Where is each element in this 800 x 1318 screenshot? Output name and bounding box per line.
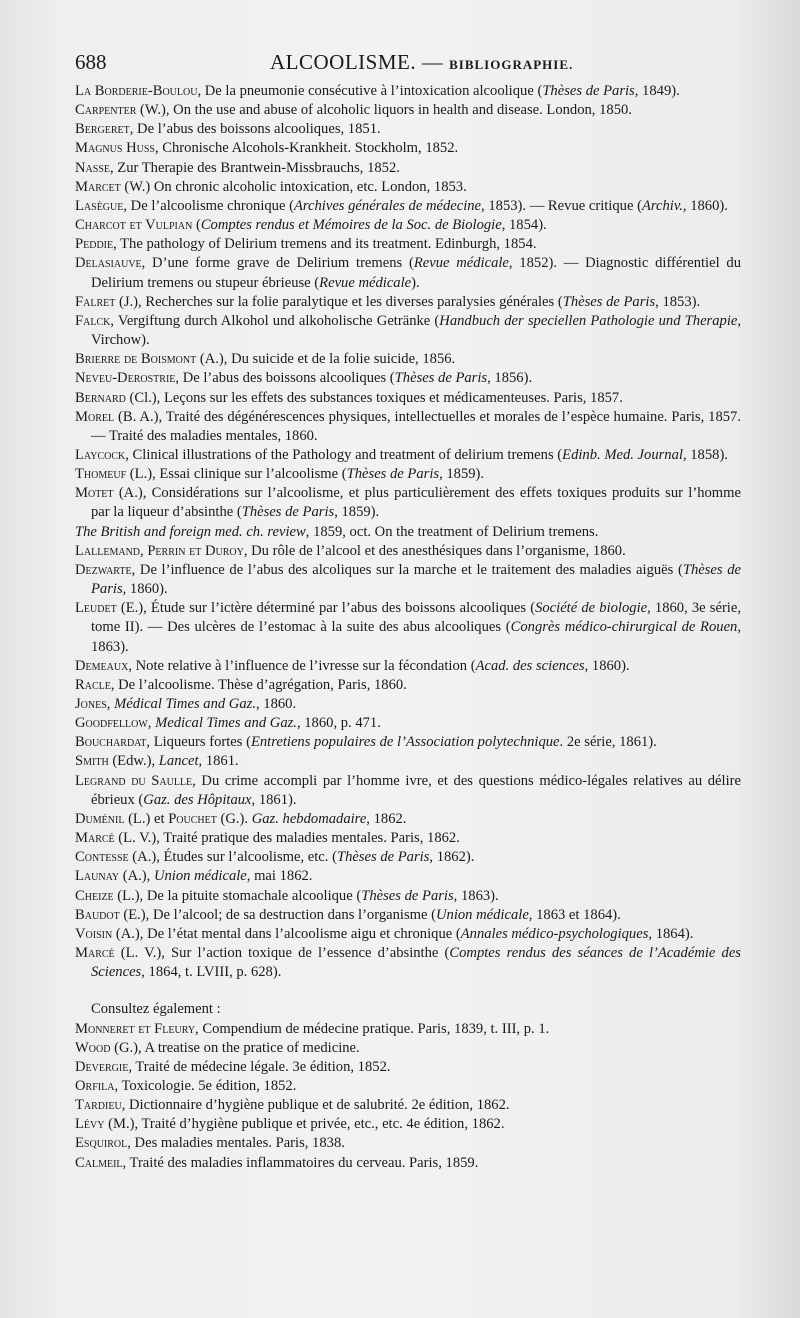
entry-author: Calmeil	[75, 1154, 123, 1171]
entry-text: ).	[411, 274, 420, 291]
entry-source: Entretiens populaires de l’Association polytechnique	[250, 734, 560, 751]
entry-author: Jones	[75, 696, 107, 712]
bibliography-entry	[75, 139, 741, 158]
entry-text: , 1856).	[487, 370, 533, 387]
entry-text: , 1859, oct. On the treatment of Delirium tremens.	[305, 523, 599, 540]
consult-entry	[75, 1058, 741, 1077]
bibliography-entry	[75, 733, 741, 752]
running-title-main: ALCOOLISME. —	[270, 50, 450, 74]
entry-author: Neveu-Derostrie	[75, 370, 176, 387]
entry-source: Lancet	[158, 753, 199, 770]
entry-text: , D’une forme grave de Delirium tremens (	[141, 255, 414, 272]
entry-text: , Clinical illustrations of the Pathology and treatment of delirium tremens (	[125, 446, 563, 463]
entry-source: Medical Times and Gaz.	[155, 715, 297, 732]
entry-source: Edinb. Med. Journal	[562, 446, 683, 463]
entry-text: , 1864, t. LVIII, p. 628).	[141, 964, 282, 981]
entry-author: Nasse	[75, 159, 110, 176]
entry-text: (J.), Recherches sur la folie paralytique et les diverses paralysies générales (	[115, 293, 563, 310]
page-header	[75, 50, 745, 82]
entry-text: (W.), On the use and abuse of alcoholic liquors in health and disease. London, 1850.	[136, 102, 632, 119]
bibliography-entry	[75, 523, 741, 542]
bibliography-entry	[75, 350, 741, 369]
running-title	[270, 50, 573, 75]
entry-source: Comptes rendus et Mémoires de la Soc. de Biologie	[200, 217, 502, 234]
entry-author: Cheize	[75, 887, 114, 904]
entry-source: Thèses de Paris	[562, 293, 656, 310]
entry-text: , Traité de médecine légale. 3e édition, 1852.	[128, 1058, 391, 1075]
entry-author: Peddie	[75, 236, 114, 253]
entry-text: (G.), A treatise on the pratice of medicine.	[110, 1039, 360, 1056]
entry-text: ,	[147, 715, 156, 732]
entry-author: Devergie	[75, 1058, 129, 1075]
entry-source: Thèses de Paris	[336, 849, 430, 866]
bibliography-entry	[75, 657, 741, 676]
consult-entry	[75, 1154, 741, 1173]
entry-text: , Note relative à l’influence de l’ivresse sur la fécondation (	[128, 657, 476, 674]
entry-text: (W.) On chronic alcoholic intoxication, etc. London, 1853.	[120, 178, 467, 195]
entry-source: Annales médico-psychologiques	[460, 925, 649, 942]
entry-text: , Zur Therapie des Brantwein-Missbrauchs, 1852.	[110, 159, 400, 176]
entry-text: (B. A.), Traité des dégénérescences physiques, intellectuelles et morales de l’espèce humaine. Paris, 1857. — Traité des maladies mentales, 1860.	[91, 408, 741, 444]
entry-source: The British and foreign med. ch. review	[75, 523, 306, 540]
entry-text: , De l’alcoolisme. Thèse d’agrégation, Paris, 1860.	[110, 676, 407, 693]
entry-author: Wood	[75, 1039, 111, 1056]
entry-source: Thèses de Paris	[241, 504, 335, 521]
bibliography-entry	[75, 867, 741, 886]
running-title-sub: BIBLIOGRAPHIE.	[449, 57, 574, 72]
entry-text: (	[192, 217, 201, 234]
entry-text: , 1858).	[682, 446, 728, 463]
entry-text: , Compendium de médecine pratique. Paris, 1839, t. III, p. 1.	[195, 1020, 550, 1037]
entry-author: Voisin	[75, 925, 113, 942]
consult-entry	[75, 1039, 741, 1058]
entry-author: Leudet	[75, 600, 117, 617]
consult-entry	[75, 1020, 741, 1039]
bibliography-entry	[75, 389, 741, 408]
entry-author: Lallemand, Perrin et Duroy	[75, 542, 244, 559]
bibliography-entry	[75, 293, 741, 312]
entry-text: (L. V.), Traité pratique des maladies mentales. Paris, 1862.	[114, 830, 460, 847]
entry-text: , 1864).	[648, 925, 694, 942]
entry-text: , Des maladies mentales. Paris, 1838.	[127, 1135, 345, 1152]
bibliography-entry	[75, 561, 741, 599]
entry-text: . 2e série, 1861).	[559, 734, 657, 751]
entry-author: Legrand du Saulle	[75, 772, 193, 789]
entry-text: (A.), Du suicide et de la folie suicide, 1856.	[196, 351, 456, 368]
entry-text: , De l’abus des boissons alcooliques, 1851.	[129, 121, 381, 138]
entry-author: Marcé	[75, 830, 115, 847]
entry-author: Motet	[75, 485, 114, 502]
entry-text: , Du rôle de l’alcool et des anesthésiques dans l’organisme, 1860.	[243, 542, 626, 559]
entry-source: Thèses de Paris	[91, 561, 741, 598]
entry-text: , Virchow).	[91, 312, 742, 349]
entry-text: , De l’influence de l’abus des alcoliques sur la marche et le traitement des maladies aiguës (	[131, 561, 683, 578]
bibliography-entry	[75, 159, 741, 178]
bibliography-entry	[75, 254, 741, 292]
entry-author: Baudot	[75, 906, 120, 923]
entry-text: (Edw.),	[108, 753, 159, 770]
entry-text: , mai 1862.	[246, 868, 313, 885]
entry-author: Falret	[75, 293, 116, 310]
entry-text: , 1854).	[501, 217, 547, 234]
bibliography-entry	[75, 676, 741, 695]
bibliography-entry	[75, 944, 741, 982]
bibliography-entry	[75, 752, 741, 771]
bibliography-entry	[75, 197, 741, 216]
bibliography-text	[75, 82, 741, 1173]
entry-source: Thèses de Paris	[542, 83, 635, 99]
bibliography-entry	[75, 599, 741, 656]
entry-source: Gaz. des Hôpitaux	[143, 791, 252, 808]
entry-author: Falck	[75, 312, 111, 329]
bibliography-entry	[75, 810, 741, 829]
entry-author: Marcet	[75, 178, 121, 195]
entry-author: Morel	[75, 408, 115, 425]
entry-text: (A.),	[119, 868, 154, 885]
bibliography-entry	[75, 906, 741, 925]
entry-author: La Borderie-Boulou	[75, 83, 198, 99]
bibliography-entry	[75, 446, 741, 465]
entry-text: (A.), De l’état mental dans l’alcoolisme aigu et chronique (	[112, 925, 461, 942]
entry-author: Contesse	[75, 849, 129, 866]
consult-entry	[75, 1134, 741, 1153]
entry-text: , 1861).	[251, 791, 297, 808]
entry-source: Thèses de Paris	[394, 370, 488, 387]
entry-source: Archives générales de médecine	[293, 197, 482, 214]
entry-author: Magnus Huss	[75, 140, 155, 157]
entry-text: , De l’abus des boissons alcooliques (	[175, 370, 395, 387]
bibliography-entry	[75, 542, 741, 561]
bibliography-entry	[75, 235, 741, 254]
entry-text: (E.), Étude sur l’ictère déterminé par l’abus des boissons alcooliques (	[116, 600, 536, 617]
entry-source: Union médicale	[153, 868, 247, 885]
entry-text: ,	[106, 696, 115, 712]
entry-author: Delasiauve	[75, 255, 142, 272]
entry-text: , 1860).	[122, 581, 168, 598]
entry-source: Société de biologie	[535, 600, 648, 617]
entry-text: (Cl.), Leçons sur les effets des substances toxiques et médicamenteuses. Paris, 1857.	[125, 389, 623, 406]
entry-author: Carpenter	[75, 102, 137, 119]
entry-text: , Toxicologie. 5e édition, 1852.	[114, 1077, 297, 1094]
entry-source: Thèses de Paris	[361, 887, 454, 904]
entry-text: , Liqueurs fortes (	[146, 734, 251, 751]
entry-text: , 1859).	[334, 504, 380, 521]
entry-author: Brierre de Boismont	[75, 351, 197, 368]
entry-author: Laycock	[75, 446, 126, 463]
bibliography-entry	[75, 484, 741, 522]
entry-author: Orfila	[75, 1077, 115, 1094]
entry-author: Pouchet	[168, 810, 217, 827]
entry-text: , 1862).	[429, 849, 475, 866]
bibliography-entry	[75, 465, 741, 484]
entry-text: , 1863).	[453, 887, 499, 904]
entry-author: Esquirol	[75, 1135, 128, 1152]
entry-source: Thèses de Paris	[346, 466, 440, 483]
entry-author: Demeaux	[75, 657, 129, 674]
entry-author: Goodfellow	[75, 715, 148, 732]
bibliography-entry	[75, 120, 741, 139]
bibliography-entry	[75, 848, 741, 867]
entry-source: Acad. des sciences	[475, 657, 585, 674]
entry-text: , 1859).	[439, 466, 485, 483]
entry-author: Charcot et Vulpian	[75, 217, 193, 234]
entry-text: , Du crime accompli par l’homme ivre, et des questions médico-légales relatives au délire ébrieux (	[91, 772, 741, 808]
entry-author: Bernard	[75, 389, 126, 406]
entry-text: , 1860).	[584, 657, 630, 674]
entry-author: Bergeret	[75, 121, 130, 138]
bibliography-entry	[75, 101, 741, 120]
entry-source: Archiv.	[641, 197, 683, 214]
entry-text: , Vergiftung durch Alkohol und alkoholische Getränke (	[110, 312, 440, 329]
entry-author: Lasègue	[75, 197, 124, 214]
entry-text: (L.) et	[124, 810, 169, 827]
entry-author: Smith	[75, 753, 109, 770]
consult-entry	[75, 1115, 741, 1134]
entry-text: , 1860, p. 471.	[296, 715, 381, 732]
entry-text: , De l’alcoolisme chronique (	[123, 197, 294, 214]
bibliography-entry	[75, 829, 741, 848]
bibliography-entry	[75, 216, 741, 235]
entry-source: Handbuch der speciellen Pathologie und Therapie	[439, 312, 738, 329]
entry-text: , 1860).	[682, 197, 728, 214]
consult-entry	[75, 1096, 741, 1115]
entry-author: Dezwarte	[75, 561, 132, 578]
entry-text: , 1863 et 1864).	[528, 906, 621, 923]
entry-text: , 1863).	[91, 619, 741, 655]
entry-text: , Dictionnaire d’hygiène publique et de salubrité. 2e édition, 1862.	[121, 1097, 510, 1114]
entry-source: Union médicale	[435, 906, 529, 923]
bibliography-entry	[75, 925, 741, 944]
entry-author: Tardieu	[75, 1097, 122, 1114]
entry-text: (L. V.), Sur l’action toxique de l’essence d’absinthe (	[114, 945, 450, 962]
entry-text: , Traité des maladies inflammatoires du cerveau. Paris, 1859.	[122, 1154, 479, 1171]
entry-text: , Chronische Alcohols-Krankheit. Stockholm, 1852.	[154, 140, 459, 157]
entry-source: Gaz. hebdomadaire	[251, 810, 367, 827]
entry-text: , De la pneumonie consécutive à l’intoxication alcoolique (	[197, 83, 543, 99]
bibliography-entry	[75, 369, 741, 388]
entry-source: Revue médicale	[319, 274, 412, 291]
entry-text: , 1860, 3e série, tome II). — Des ulcères de l’estomac à la suite des abus alcooliques (	[91, 600, 741, 636]
entry-author: Racle	[75, 676, 111, 693]
consult-heading: Consultez également :	[91, 1001, 221, 1018]
bibliography-entry	[75, 695, 741, 714]
bibliography-entry	[75, 312, 741, 350]
entry-text: , 1853).	[655, 293, 701, 310]
entry-author: Monneret et Fleury	[75, 1020, 196, 1037]
bibliography-entry	[75, 772, 741, 810]
entry-text: , 1861.	[198, 753, 239, 770]
entry-author: Thomeuf	[75, 466, 127, 483]
entry-text: , 1853). — Revue critique (	[481, 197, 642, 214]
bibliography-entry	[75, 178, 741, 197]
consult-entry	[75, 1077, 741, 1096]
entry-text: , 1852). — Diagnostic différentiel du Delirium tremens ou stupeur ébrieuse (	[91, 255, 741, 291]
entry-text: , 1860.	[255, 696, 297, 712]
entry-author: Launay	[75, 868, 120, 885]
entry-text: (L.), De la pituite stomachale alcoolique (	[113, 887, 362, 904]
bibliography-entry	[75, 408, 741, 446]
entry-source: Médical Times and Gaz.	[114, 696, 256, 712]
bibliography-entry	[75, 887, 741, 906]
entry-text: , The pathology of Delirium tremens and its treatment. Edinburgh, 1854.	[113, 236, 537, 253]
entry-text: (L.), Essai clinique sur l’alcoolisme (	[126, 466, 347, 483]
entry-author: Lévy	[75, 1116, 105, 1133]
entry-text: , 1862.	[366, 810, 407, 827]
bibliography-entry	[75, 714, 741, 733]
entry-text: (A.), Considérations sur l’alcoolisme, et plus particulièrement des effets toxiques produits sur l’homme par la liqueur d’absinthe (	[91, 485, 741, 521]
entry-text: (A.), Études sur l’alcoolisme, etc. (	[128, 849, 337, 866]
entry-source: Congrès médico-chirurgical de Rouen	[510, 619, 738, 636]
entry-author: Duménil	[75, 810, 125, 827]
entry-text: , 1849).	[634, 83, 680, 99]
page-number: 688	[75, 50, 107, 74]
entry-source: Revue médicale	[413, 255, 509, 272]
entry-text: (M.), Traité d’hygiène publique et privée, etc., etc. 4e édition, 1862.	[104, 1116, 505, 1133]
entry-source: Comptes rendus des séances de l’Académie des Sciences	[91, 945, 741, 981]
entry-author: Marcé	[75, 945, 115, 962]
bibliography-entry	[75, 82, 741, 101]
entry-text: (G.).	[216, 810, 252, 827]
entry-author: Bouchardat	[75, 734, 147, 751]
entry-text: (E.), De l’alcool; de sa destruction dans l’organisme (	[119, 906, 436, 923]
